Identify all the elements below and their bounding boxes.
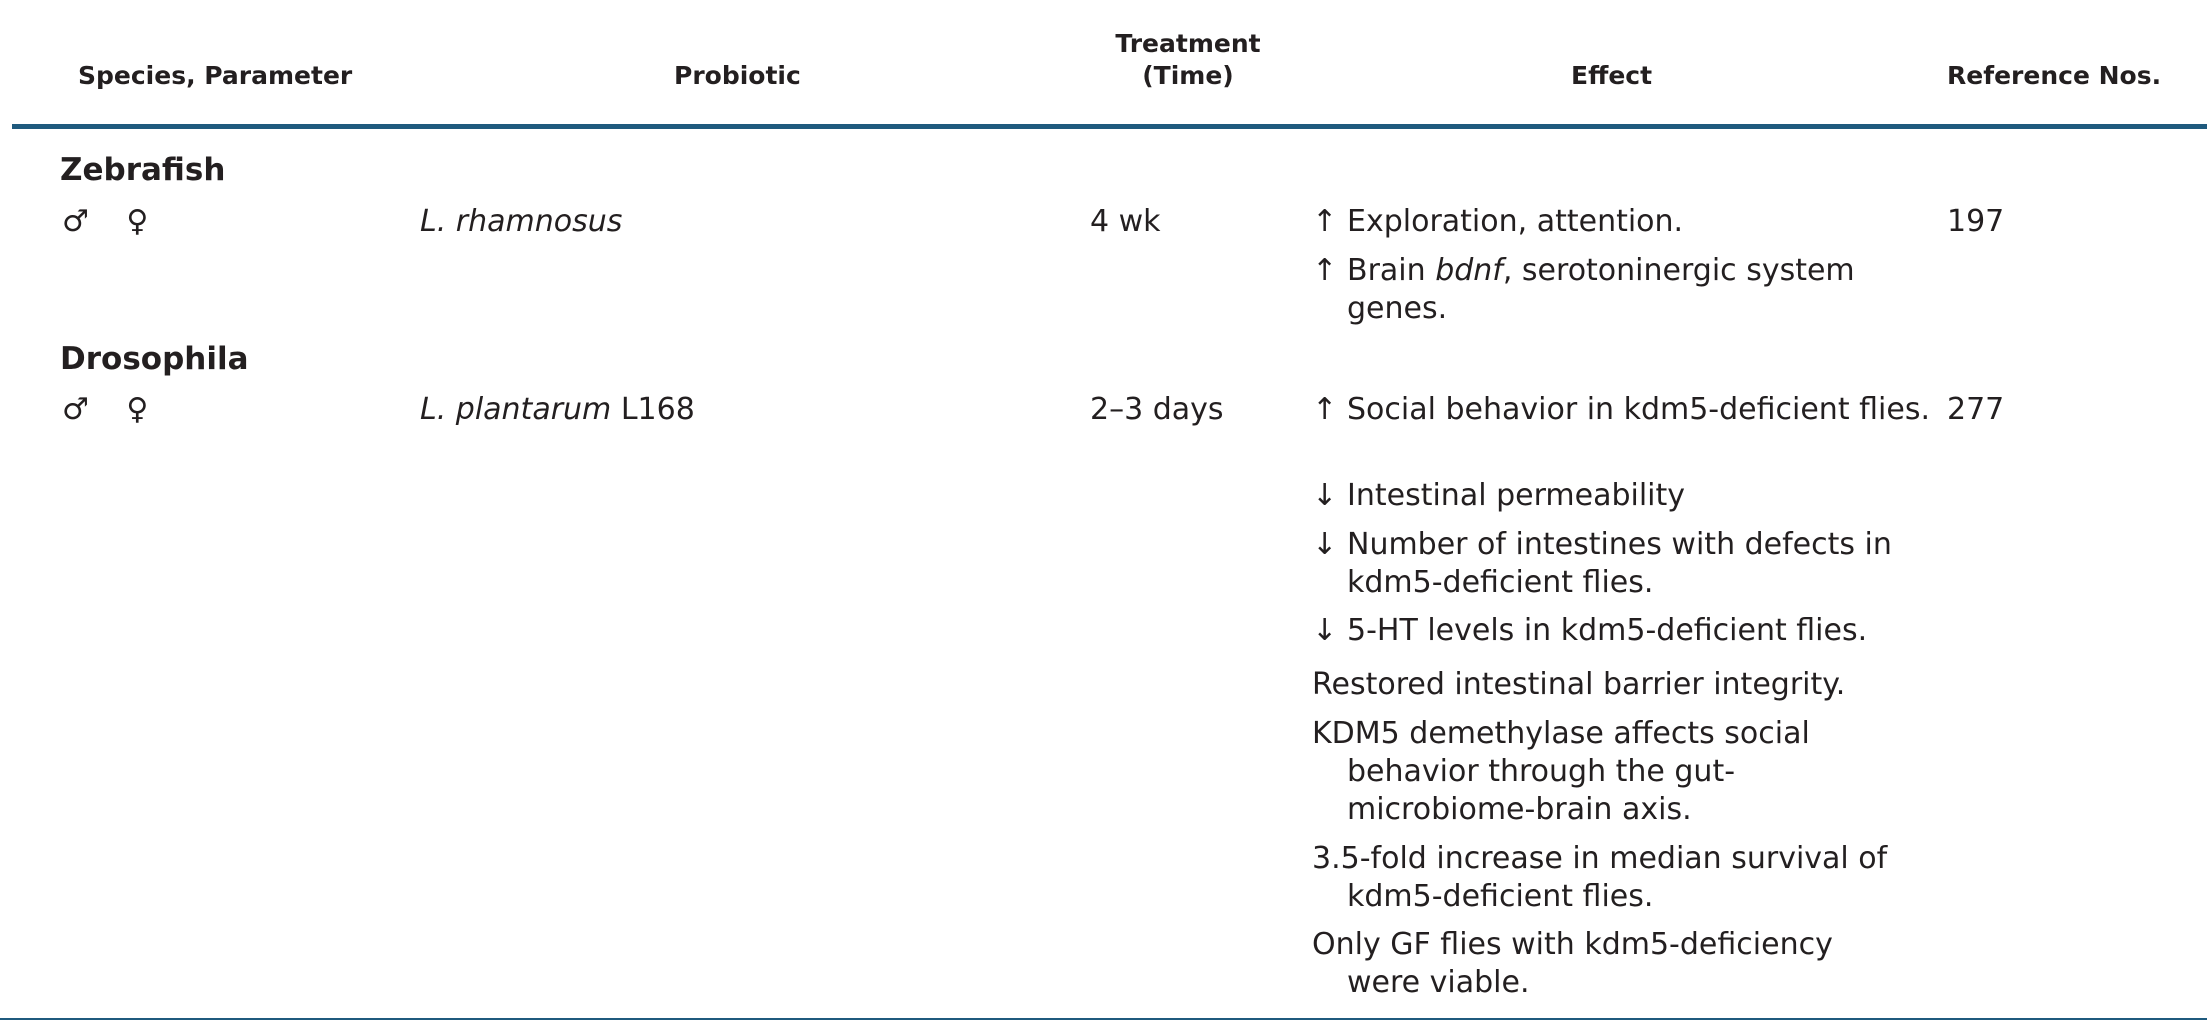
footer-rule: [0, 1018, 2207, 1020]
effect-gene-name: bdnf: [1435, 253, 1503, 288]
header-treatment-line2: (Time): [1142, 61, 1234, 90]
effect-item: [1312, 252, 1957, 328]
reference-number: 197: [1947, 204, 2005, 239]
arrow-down-icon: ↓: [1312, 527, 1338, 562]
effect-item: [1312, 666, 1957, 704]
group-title-zebrafish: Zebrafish: [60, 152, 226, 188]
header-effect: Effect: [1571, 61, 1653, 90]
arrow-down-icon: ↓: [1312, 613, 1338, 648]
effect-text-pre: Brain: [1347, 253, 1436, 288]
effect-text: KDM5 demethylase affects social behavior through the gut-microbiome-brain axis.: [1312, 716, 1810, 827]
treatment-time: 4 wk: [1090, 204, 1161, 239]
effect-text: Intestinal permeability: [1347, 478, 1686, 513]
header-rule: [12, 124, 2207, 129]
effect-item: [1312, 391, 1957, 429]
effect-item: [1312, 477, 1957, 515]
arrow-up-icon: ↑: [1312, 392, 1338, 427]
effect-text: Only GF flies with kdm5-deficiency were viable.: [1312, 927, 1833, 1000]
arrow-up-icon: ↑: [1312, 204, 1338, 239]
probiotic-cell: [420, 391, 695, 429]
sex-symbols: ♂ ♀: [62, 392, 163, 427]
probiotic-species: L. rhamnosus: [420, 204, 623, 239]
effect-text: 5-HT levels in kdm5-deficient flies.: [1347, 613, 1868, 648]
treatment-time: 2–3 days: [1090, 392, 1224, 427]
group-title-drosophila: Drosophila: [60, 341, 249, 377]
effect-text: Restored intestinal barrier integrity.: [1312, 667, 1846, 702]
header-probiotic: Probiotic: [674, 61, 801, 90]
effect-text: 3.5-fold increase in median survival of kdm5-deficient flies.: [1312, 841, 1888, 914]
effect-text: Social behavior in kdm5-deficient flies.: [1347, 392, 1930, 427]
probiotic-cell: [420, 203, 622, 241]
probiotic-strain: L168: [611, 392, 695, 427]
effect-item: [1312, 840, 1957, 916]
header-treatment: [1108, 28, 1268, 92]
effect-item: [1312, 612, 1957, 650]
effect-item: [1312, 926, 1907, 1002]
effect-item: [1312, 715, 1907, 829]
effect-item: [1312, 526, 1957, 602]
header-reference: Reference Nos.: [1947, 61, 2162, 90]
sex-symbols: ♂ ♀: [62, 204, 163, 239]
reference-number: 277: [1947, 392, 2005, 427]
header-treatment-line1: Treatment: [1115, 29, 1261, 58]
header-species: Species, Parameter: [78, 61, 353, 90]
arrow-down-icon: ↓: [1312, 478, 1338, 513]
arrow-up-icon: ↑: [1312, 253, 1338, 288]
effect-text: Number of intestines with defects in kdm5-deficient flies.: [1347, 527, 1892, 600]
probiotic-species: L. plantarum: [420, 392, 612, 427]
effect-text-post: , serotoninergic system genes.: [1347, 253, 1855, 326]
effect-item: [1312, 203, 1957, 241]
effect-text: Exploration, attention.: [1347, 204, 1684, 239]
